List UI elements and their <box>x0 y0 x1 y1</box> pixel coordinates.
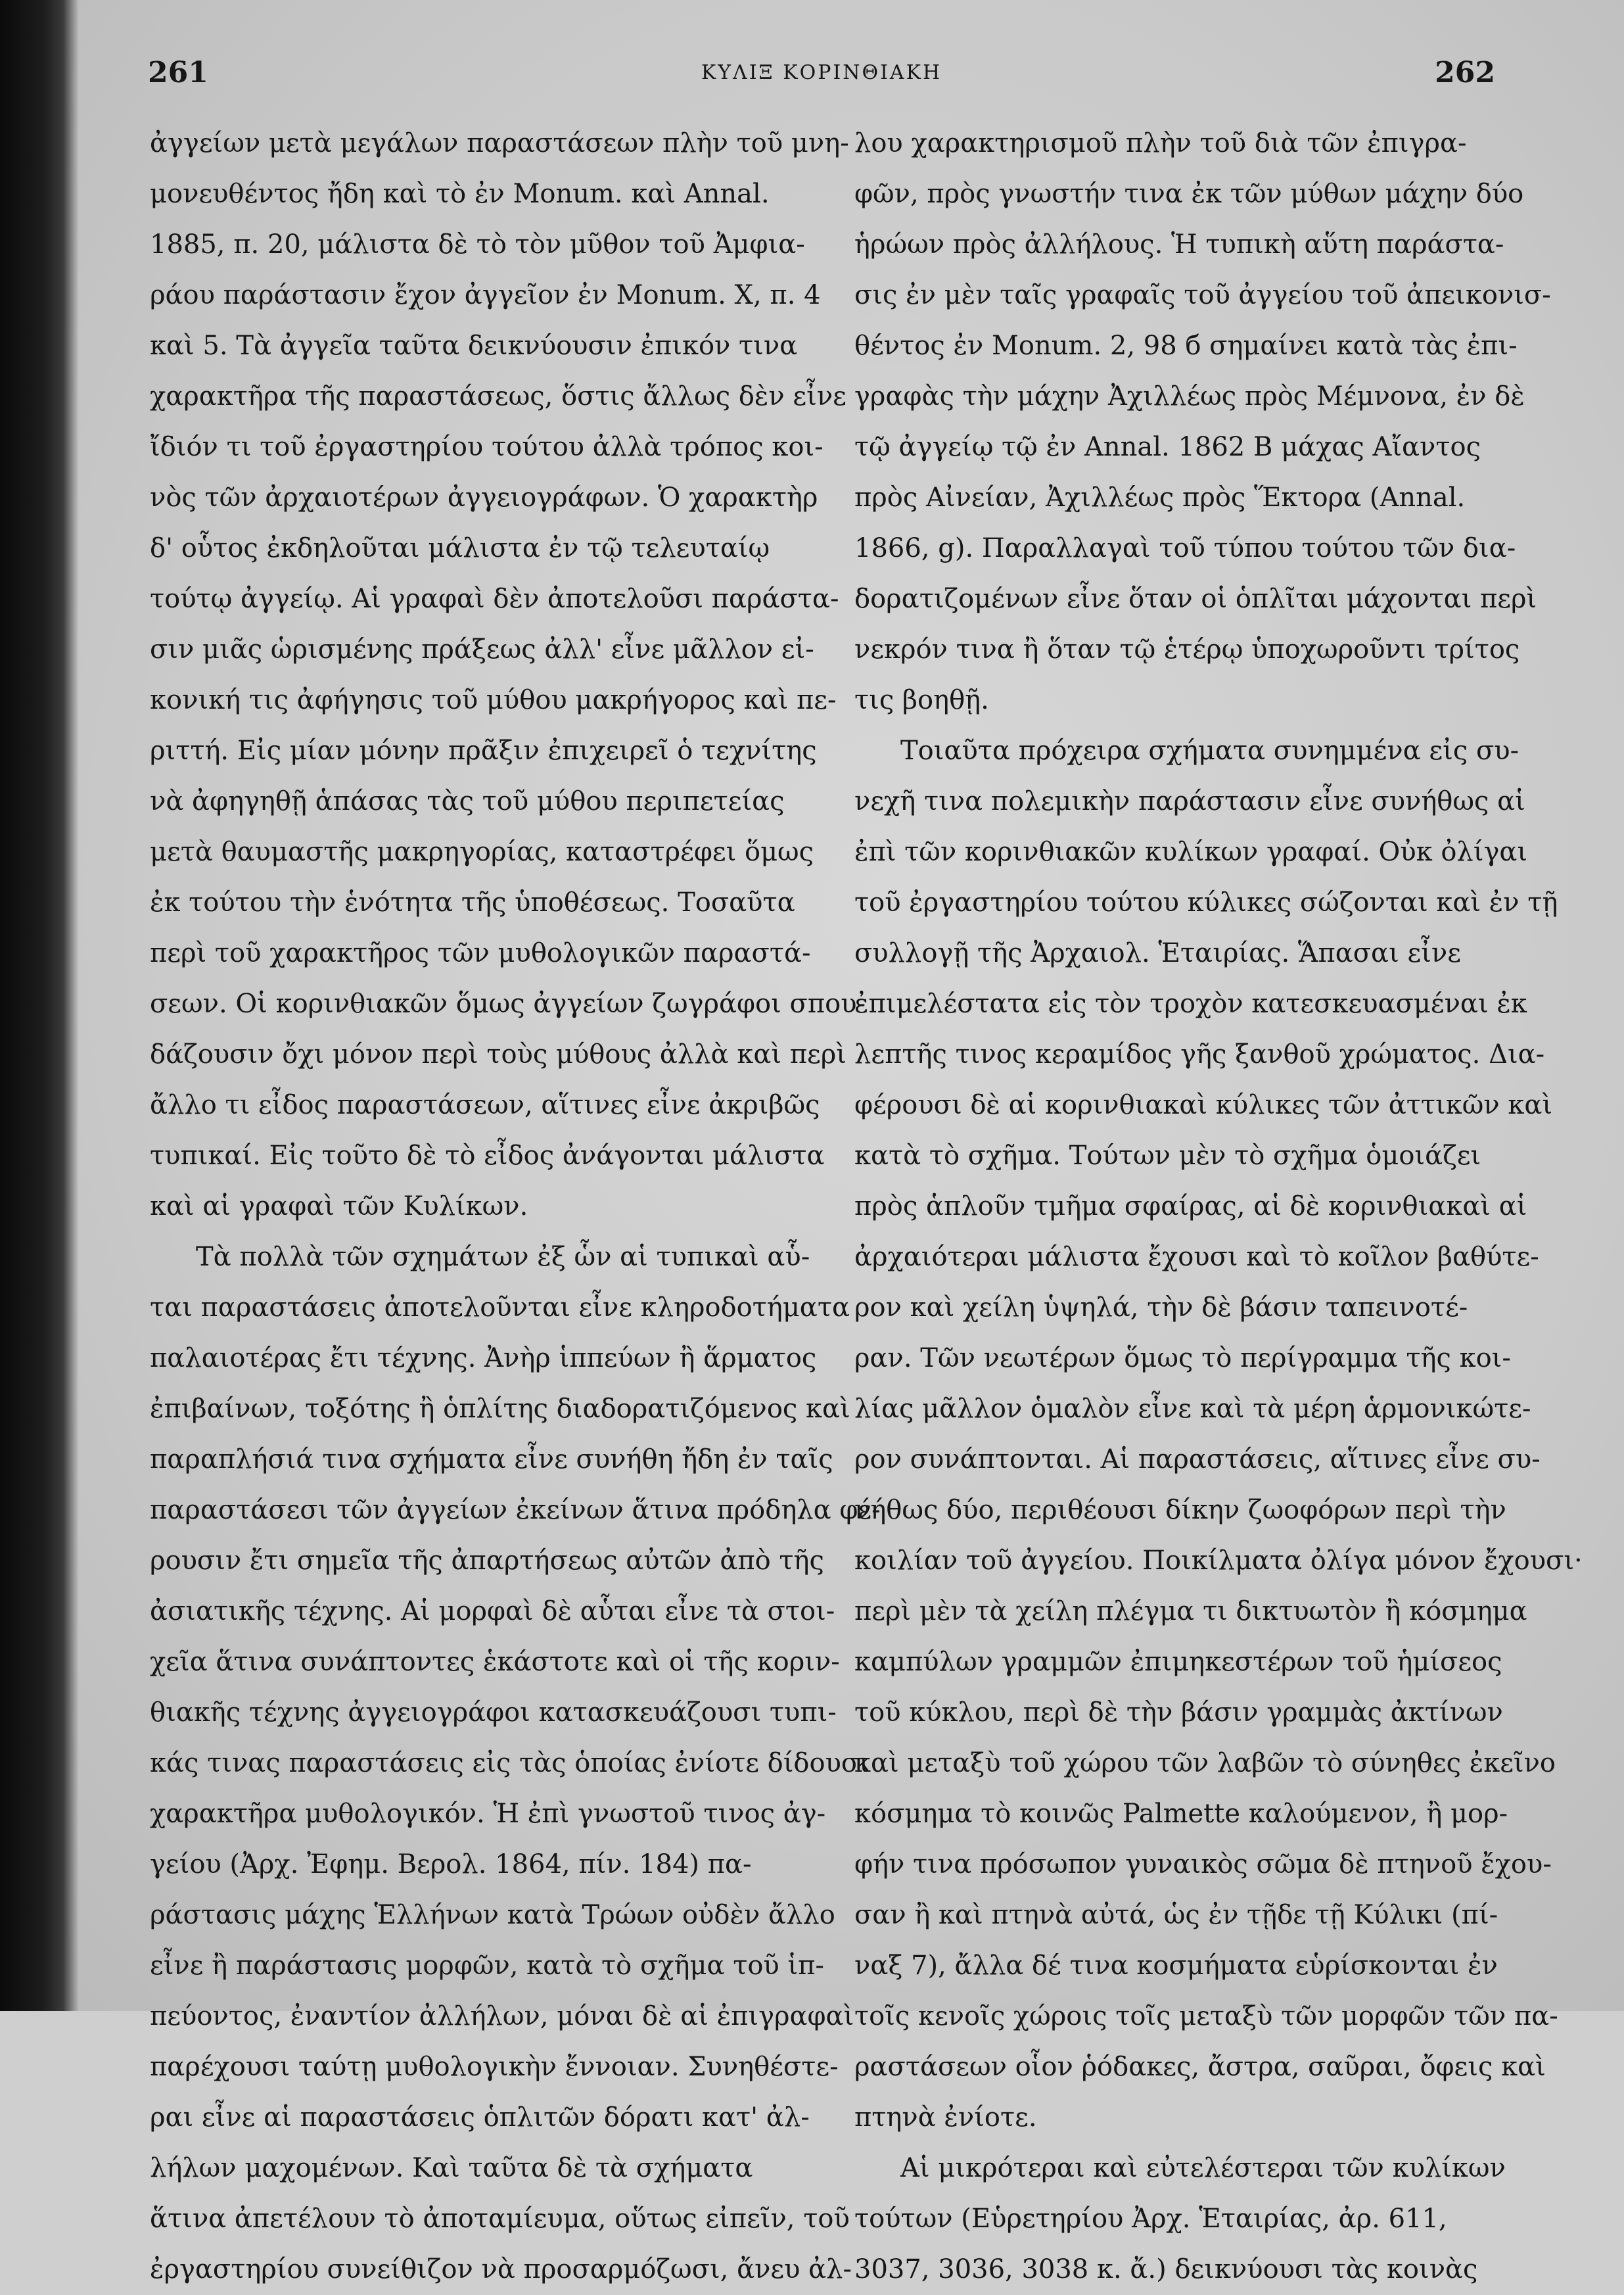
text-line: ρον καὶ χείλη ὑψηλά, τὴν δὲ βάσιν ταπεινοτέ- <box>854 1292 1468 1323</box>
text-line: κοιλίαν τοῦ ἀγγείου. Ποικίλματα ὀλίγα μόνον ἔχουσι· <box>854 1546 1583 1576</box>
text-line: ἡρώων πρὸς ἀλλήλους. Ἡ τυπικὴ αὕτη παράστα- <box>854 229 1504 260</box>
text-line: λεπτῆς τινος κεραμίδος γῆς ξανθοῦ χρώματος. Δια- <box>854 1039 1545 1070</box>
text-line: πρὸς Αἰνείαν, Ἀχιλλέως πρὸς Ἕκτορα (Annal. <box>854 483 1466 513</box>
text-line: περὶ μὲν τὰ χείλη πλέγμα τι δικτυωτὸν ἢ κόσμημα <box>854 1596 1527 1626</box>
text-line: σεων. Οἱ κορινθιακῶν ὅμως ἀγγείων ζωγράφοι σπου- <box>150 989 866 1019</box>
text-line: καμπύλων γραμμῶν ἐπιμηκεστέρων τοῦ ἡμίσεος <box>854 1647 1502 1677</box>
text-line: ἀγγείων μετὰ μεγάλων παραστάσεων πλὴν τοῦ μνη- <box>150 128 849 158</box>
text-line: παραπλήσιά τινα σχήματα εἶνε συνήθη ἤδη ἐν ταῖς <box>150 1444 833 1475</box>
text-line: γείου (Ἀρχ. Ἐφημ. Βερολ. 1864, πίν. 184) πα- <box>150 1849 752 1880</box>
text-line: δ' οὗτος ἐκδηλοῦται μάλιστα ἐν τῷ τελευταίῳ <box>150 533 770 563</box>
text-line: καὶ μεταξὺ τοῦ χώρου τῶν λαβῶν τὸ σύνηθες ἐκεῖνο <box>854 1748 1556 1778</box>
text-line: θιακῆς τέχνης ἀγγειογράφοι κατασκευάζουσι τυπι- <box>150 1697 837 1728</box>
page-header <box>148 56 1495 95</box>
text-line: Τοιαῦτα πρόχειρα σχήματα συνημμένα εἰς συ- <box>900 736 1520 766</box>
text-line: τυπικαί. Εἰς τοῦτο δὲ τὸ εἶδος ἀνάγονται μάλιστα <box>150 1141 825 1171</box>
text-line: χαρακτῆρα μυθολογικόν. Ἡ ἐπὶ γνωστοῦ τινος ἀγ- <box>150 1799 826 1829</box>
text-line: παρέχουσι ταύτῃ μυθολογικὴν ἔννοιαν. Συνηθέστε- <box>150 2052 839 2082</box>
text-line: κατὰ τὸ σχῆμα. Τούτων μὲν τὸ σχῆμα ὁμοιάζει <box>854 1141 1481 1171</box>
text-line: πρὸς ἁπλοῦν τμῆμα σφαίρας, αἱ δὲ κορινθιακαὶ αἱ <box>854 1191 1527 1221</box>
text-line: τῷ ἀγγείῳ τῷ ἐν Annal. 1862 B μάχας Αἴαντος <box>854 432 1481 462</box>
text-line: ται παραστάσεις ἀποτελοῦνται εἶνε κληροδοτήματα <box>150 1292 850 1323</box>
text-line: παραστάσεσι τῶν ἀγγείων ἐκείνων ἅτινα πρόδηλα φέ- <box>150 1495 881 1525</box>
text-line: Αἱ μικρότεραι καὶ εὐτελέστεραι τῶν κυλίκων <box>900 2153 1506 2183</box>
text-line: κάς τινας παραστάσεις εἰς τὰς ὁποίας ἐνίοτε δίδουσι <box>150 1748 870 1778</box>
text-line: χαρακτῆρα τῆς παραστάσεως, ὅστις ἄλλως δὲν εἶνε <box>150 381 847 412</box>
text-line: ἐπιμελέστατα εἰς τὸν τροχὸν κατεσκευασμέναι ἐκ <box>854 989 1527 1019</box>
text-line: σις ἐν μὲν ταῖς γραφαῖς τοῦ ἀγγείου τοῦ ἀπεικονισ- <box>854 280 1551 310</box>
text-line: μονευθέντος ἤδη καὶ τὸ ἐν Monum. καὶ Annal. <box>150 179 770 209</box>
text-line: τούτῳ ἀγγείῳ. Αἱ γραφαὶ δὲν ἀποτελοῦσι παράστα- <box>150 584 839 614</box>
text-line: νήθως δύο, περιθέουσι δίκην ζωοφόρων περὶ τὴν <box>854 1495 1506 1525</box>
text-line: 1885, π. 20, μάλιστα δὲ τὸ τὸν μῦθον τοῦ Ἀμφια- <box>150 229 805 260</box>
text-line: παλαιοτέρας ἔτι τέχνης. Ἀνὴρ ἱππεύων ἢ ἅρματος <box>150 1343 817 1373</box>
text-line: πτηνὰ ἐνίοτε. <box>854 2102 1037 2133</box>
text-line: ἐπὶ τῶν κορινθιακῶν κυλίκων γραφαί. Οὐκ ὀλίγαι <box>854 837 1528 867</box>
text-line: πεύοντος, ἐναντίον ἀλλήλων, μόναι δὲ αἱ ἐπιγραφαὶ <box>150 2001 854 2031</box>
text-line: μετὰ θαυμαστῆς μακρηγορίας, καταστρέφει ὅμως <box>150 837 814 867</box>
running-title: ΚΥΛΙΞ ΚΟΡΙΝΘΙΑΚΗ <box>701 61 942 84</box>
text-line: σαν ἢ καὶ πτηνὰ αὐτά, ὡς ἐν τῇδε τῇ Κύλικι (πί- <box>854 1900 1498 1930</box>
text-line: νὰ ἀφηγηθῇ ἁπάσας τὰς τοῦ μύθου περιπετείας <box>150 786 785 816</box>
text-line: καὶ 5. Τὰ ἀγγεῖα ταῦτα δεικνύουσιν ἐπικόν τινα <box>150 331 798 361</box>
right-column <box>854 118 1583 2284</box>
text-line: γραφὰς τὴν μάχην Ἀχιλλέως πρὸς Μέμνονα, ἐν δὲ <box>854 381 1525 412</box>
text-line: χεῖα ἅτινα συνάπτοντες ἑκάστοτε καὶ οἱ τῆς κοριν- <box>150 1647 840 1677</box>
text-line: ἅτινα ἀπετέλουν τὸ ἀποταμίευμα, οὕτως εἰπεῖν, τοῦ <box>150 2204 850 2234</box>
text-line: φέρουσι δὲ αἱ κορινθιακαὶ κύλικες τῶν ἀττικῶν καὶ <box>854 1090 1553 1120</box>
text-line: λου χαρακτηρισμοῦ πλὴν τοῦ διὰ τῶν ἐπιγρα- <box>854 128 1467 158</box>
text-line: ραν. Τῶν νεωτέρων ὅμως τὸ περίγραμμα τῆς κοι- <box>854 1343 1511 1373</box>
text-line: ἐπιβαίνων, τοξότης ἢ ὁπλίτης διαδορατιζόμενος καὶ <box>150 1394 850 1424</box>
text-line: θέντος ἐν Monum. 2, 98 б σημαίνει κατὰ τὰς ἐπι- <box>854 331 1518 361</box>
text-line: τοῦ ἐργαστηρίου τούτου κύλικες σώζονται καὶ ἐν τῇ <box>854 887 1558 918</box>
text-line: σιν μιᾶς ὡρισμένης πράξεως ἀλλ' εἶνε μᾶλλον εἰ- <box>150 634 814 665</box>
text-line: ράου παράστασιν ἔχον ἀγγεῖον ἐν Monum. X, π. 4 <box>150 280 821 310</box>
text-line: ἀσιατικῆς τέχνης. Αἱ μορφαὶ δὲ αὗται εἶνε τὰ στοι- <box>150 1596 835 1626</box>
page-number-right: 262 <box>1435 56 1495 89</box>
text-line: περὶ τοῦ χαρακτῆρος τῶν μυθολογικῶν παραστά- <box>150 938 811 968</box>
text-line: λήλων μαχομένων. Καὶ ταῦτα δὲ τὰ σχήματα <box>150 2153 753 2183</box>
text-line: ρουσιν ἔτι σημεῖα τῆς ἀπαρτήσεως αὐτῶν ἀπὸ τῆς <box>150 1546 824 1576</box>
left-column <box>150 118 881 2284</box>
text-line: λίας μᾶλλον ὁμαλὸν εἶνε καὶ τὰ μέρη ἁρμονικώτε- <box>854 1394 1531 1424</box>
text-line: ραστάσεων οἷον ῥόδακες, ἄστρα, σαῦραι, ὄφεις καὶ <box>854 2052 1546 2082</box>
text-line: 3037, 3036, 3038 κ. ἄ.) δεικνύουσι τὰς κοινὰς <box>854 2254 1478 2284</box>
text-line: ἐργαστηρίου συνείθιζον νὰ προσαρμόζωσι, ἄνευ ἀλ- <box>150 2254 852 2284</box>
text-line: τις βοηθῇ. <box>854 685 989 715</box>
text-line: τοῖς κενοῖς χώροις τοῖς μεταξὺ τῶν μορφῶν τῶν πα- <box>854 2001 1558 2031</box>
text-line: κόσμημα τὸ κοινῶς Palmette καλούμενον, ἢ μορ- <box>854 1799 1508 1829</box>
text-line: Τὰ πολλὰ τῶν σχημάτων ἐξ ὧν αἱ τυπικαὶ αὗ- <box>196 1242 810 1272</box>
text-line: τοῦ κύκλου, περὶ δὲ τὴν βάσιν γραμμὰς ἀκτίνων <box>854 1697 1503 1728</box>
text-line: συλλογῇ τῆς Ἀρχαιολ. Ἑταιρίας. Ἅπασαι εἶνε <box>854 938 1461 968</box>
text-line: δορατιζομένων εἶνε ὅταν οἱ ὁπλῖται μάχονται περὶ <box>854 584 1537 614</box>
text-line: ἄλλο τι εἶδος παραστάσεων, αἵτινες εἶνε ἀκριβῶς <box>150 1090 820 1120</box>
text-line: κονική τις ἀφήγησις τοῦ μύθου μακρήγορος καὶ πε- <box>150 685 837 715</box>
text-line: καὶ αἱ γραφαὶ τῶν Κυλίκων. <box>150 1191 528 1221</box>
text-line: φήν τινα πρόσωπον γυναικὸς σῶμα δὲ πτηνοῦ ἔχου- <box>854 1849 1552 1880</box>
text-line: νεχῆ τινα πολεμικὴν παράστασιν εἶνε συνήθως αἱ <box>854 786 1525 816</box>
text-line: 1866, g). Παραλλαγαὶ τοῦ τύπου τούτου τῶν δια- <box>854 533 1516 563</box>
text-line: τούτων (Εὑρετηρίου Ἀρχ. Ἑταιρίας, ἀρ. 611, <box>854 2204 1447 2234</box>
text-line: φῶν, πρὸς γνωστήν τινα ἐκ τῶν μύθων μάχην δύο <box>854 179 1524 209</box>
text-line: νὸς τῶν ἀρχαιοτέρων ἀγγειογράφων. Ὁ χαρακτὴρ <box>150 483 818 513</box>
text-line: δάζουσιν ὄχι μόνον περὶ τοὺς μύθους ἀλλὰ καὶ περὶ <box>150 1039 847 1070</box>
text-line: νεκρόν τινα ἢ ὅταν τῷ ἑτέρῳ ὑποχωροῦντι τρίτος <box>854 634 1520 665</box>
page-number-left: 261 <box>148 56 208 89</box>
text-line: εἶνε ἢ παράστασις μορφῶν, κατὰ τὸ σχῆμα τοῦ ἱπ- <box>150 1951 824 1981</box>
text-line: ἐκ τούτου τὴν ἑνότητα τῆς ὑποθέσεως. Τοσαῦτα <box>150 887 795 918</box>
text-line: ναξ 7), ἄλλα δέ τινα κοσμήματα εὑρίσκονται ἐν <box>854 1951 1498 1981</box>
text-line: ἀρχαιότεραι μάλιστα ἔχουσι καὶ τὸ κοῖλον βαθύτε- <box>854 1242 1539 1272</box>
text-line: ραι εἶνε αἱ παραστάσεις ὁπλιτῶν δόρατι κατ' ἀλ- <box>150 2102 810 2133</box>
text-line: ρον συνάπτονται. Αἱ παραστάσεις, αἵτινες εἶνε συ- <box>854 1444 1541 1475</box>
text-line: ριττή. Εἰς μίαν μόνην πρᾶξιν ἐπιχειρεῖ ὁ τεχνίτης <box>150 736 817 766</box>
binding-shadow <box>0 0 79 2011</box>
text-line: ἴδιόν τι τοῦ ἐργαστηρίου τούτου ἀλλὰ τρόπος κοι- <box>150 432 824 462</box>
text-line: ράστασις μάχης Ἑλλήνων κατὰ Τρώων οὐδὲν ἄλλο <box>150 1900 835 1930</box>
